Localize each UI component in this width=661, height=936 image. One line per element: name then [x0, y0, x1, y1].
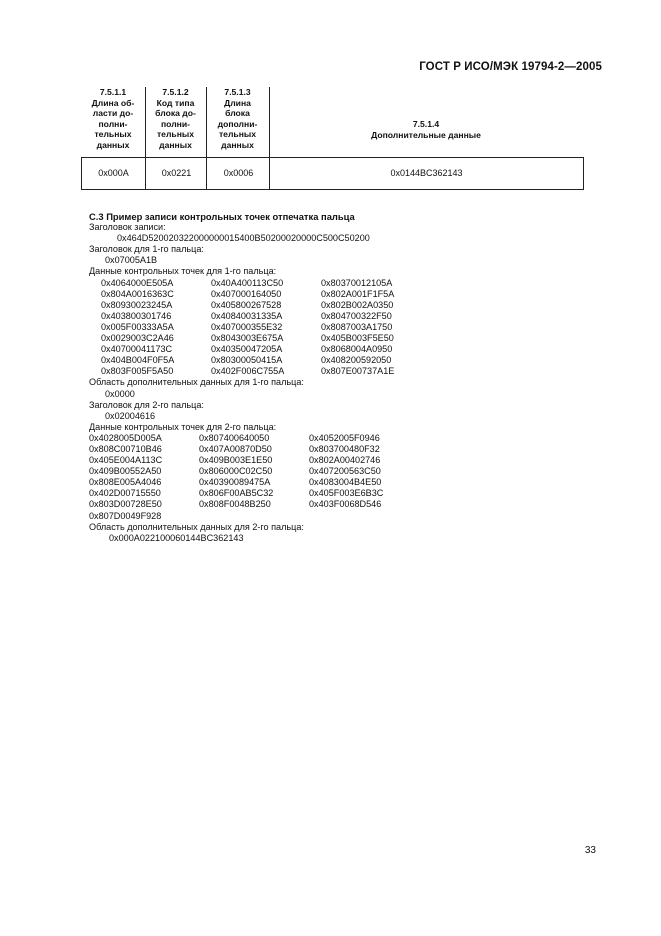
column-header-7-5-1-1 [81, 87, 145, 150]
column-title-line: данных [96, 139, 130, 150]
column-number: 7.5.1.4 [412, 119, 440, 129]
minutia-value: 0x807E00737A1E [321, 366, 395, 377]
minutia-value: 0x407200563C50 [309, 466, 381, 477]
minutia-value: 0x407A00870D50 [199, 443, 272, 454]
column-title-line: ласти до- [92, 108, 134, 118]
finger1-extended-label: Область дополнительных данных для 1-го пальца: [89, 377, 304, 388]
column-title-line: Длина об- [91, 97, 135, 108]
minutia-value: 0x808F0048B250 [199, 499, 271, 510]
minutia-value: 0x40840031335A [211, 310, 283, 321]
table-cell: 0x0006 [206, 158, 270, 189]
column-title-line: блока [225, 108, 250, 118]
minutia-value: 0x802B002A0350 [321, 299, 394, 310]
column-title-line: дополни- [217, 118, 258, 129]
minutia-value: 0x8087003A1750 [321, 321, 393, 332]
minutia-value: 0x80300050415A [211, 355, 283, 366]
minutia-value: 0x405F003E6B3C [309, 488, 384, 499]
minutia-value: 0x40390089475A [199, 477, 271, 488]
finger2-minutiae-label: Данные контрольных точек для 2-го пальца: [89, 421, 277, 432]
column-title-line: тельных [218, 129, 257, 139]
section-c3 [89, 211, 431, 544]
minutia-value: 0x804A0016363C [101, 288, 174, 299]
column-header-7-5-1-2 [145, 87, 206, 150]
minutia-value: 0x402D00715550 [89, 488, 161, 499]
minutia-value: 0x80930023245A [101, 299, 173, 310]
finger2-minutiae-grid [89, 433, 431, 522]
table-header-row [81, 87, 583, 157]
minutia-value: 0x405E004A113C [89, 455, 163, 466]
minutia-value: 0x807400640050 [199, 432, 270, 443]
finger1-header-label: Заголовок для 1-го пальца: [89, 244, 204, 255]
minutia-value: 0x4083004B4E50 [309, 477, 382, 488]
minutia-value: 0x40A400113C50 [211, 277, 284, 288]
finger1-minutiae-grid [89, 278, 431, 378]
column-number: 7.5.1.2 [162, 87, 189, 97]
table-cell: 0x0221 [145, 158, 207, 189]
minutia-value: 0x405B003F5E50 [321, 333, 394, 344]
minutia-value: 0x407000355E32 [211, 321, 283, 332]
finger2-header-value: 0x02004616 [105, 410, 156, 421]
document-header-title: ГОСТ Р ИСО/МЭК 19794-2—2005 [419, 61, 602, 73]
column-number: 7.5.1.3 [224, 87, 251, 97]
minutia-value: 0x405800267528 [211, 299, 282, 310]
minutia-value: 0x804700322F50 [321, 310, 392, 321]
minutia-value: 0x802A001F1F5A [321, 288, 395, 299]
column-title-line: Дополнительные данные [371, 129, 481, 140]
table-cell: 0x000A [98, 168, 129, 178]
finger1-header-value: 0x07005A1B [105, 255, 158, 266]
finger1-extended-value: 0x0000 [105, 388, 135, 399]
minutia-value: 0x404B004F0F5A [101, 355, 175, 366]
minutia-value: 0x807D0049F928 [89, 510, 162, 521]
column-title-line: Код типа [156, 97, 195, 108]
minutia-value: 0x409B003E1E50 [199, 455, 273, 466]
minutia-value: 0x806F00AB5C32 [199, 488, 274, 499]
finger2-extended-label: Область дополнительных данных для 2-го пальца: [89, 521, 304, 532]
column-title-line: полни- [98, 118, 128, 129]
finger2-extended-value: 0x000A022100060144BC362143 [109, 532, 244, 543]
column-title-line: блока до- [155, 108, 196, 118]
minutia-value: 0x005F00333A5A [101, 321, 174, 332]
minutia-value: 0x408200592050 [321, 355, 392, 366]
column-header-7-5-1-4 [269, 119, 583, 140]
minutia-value: 0x80370012105A [321, 277, 393, 288]
record-header-label: Заголовок записи: [89, 222, 166, 233]
column-number: 7.5.1.1 [99, 87, 127, 97]
minutia-value: 0x403F0068D546 [309, 499, 382, 510]
minutia-value: 0x803D00728E50 [89, 499, 162, 510]
table-divider [269, 87, 270, 157]
column-title-line: тельных [156, 129, 195, 139]
table-divider [145, 87, 146, 157]
minutia-value: 0x802A00402746 [309, 455, 381, 466]
page-number: 33 [584, 845, 596, 856]
minutia-value: 0x4028005D005A [89, 432, 162, 443]
column-header-7-5-1-3 [206, 87, 269, 150]
record-header-value: 0x464D520020322000000015400B50200020000C500C50200 [117, 233, 370, 244]
minutia-value: 0x0029003C2A46 [101, 333, 174, 344]
section-heading: С.3 Пример записи контрольных точек отпечатка пальца [89, 211, 355, 222]
table-row [81, 157, 584, 190]
minutia-value: 0x402F006C755A [211, 366, 285, 377]
minutia-value: 0x803F005F5A50 [101, 366, 174, 377]
minutia-value: 0x808C00710B46 [89, 443, 162, 454]
minutia-value: 0x409B00552A50 [89, 466, 162, 477]
additional-data-table [81, 87, 583, 178]
minutia-value: 0x407000164050 [211, 288, 282, 299]
finger2-header-label: Заголовок для 2-го пальца: [89, 399, 204, 410]
finger1-minutiae-label: Данные контрольных точек для 1-го пальца: [89, 266, 277, 277]
column-title-line: Длина [224, 97, 251, 108]
minutia-value: 0x808E005A4046 [89, 477, 162, 488]
minutia-value: 0x40350047205A [211, 344, 283, 355]
minutia-value: 0x803700480F32 [309, 443, 380, 454]
minutia-value: 0x8043003E675A [211, 333, 284, 344]
minutia-value: 0x806000C02C50 [199, 466, 273, 477]
minutia-value: 0x403800301746 [101, 310, 172, 321]
minutia-value: 0x4052005F0946 [309, 432, 380, 443]
column-title-line: полни- [160, 118, 191, 129]
column-title-line: тельных [94, 129, 132, 139]
minutia-value: 0x40700041173C [101, 344, 173, 355]
table-cell: 0x0144BC362143 [269, 158, 583, 189]
minutia-value: 0x4064000E505A [101, 277, 174, 288]
column-title-line: данных [159, 139, 192, 150]
column-title-line: данных [221, 139, 254, 150]
minutia-value: 0x8068004A0950 [321, 344, 393, 355]
table-divider [206, 87, 207, 157]
